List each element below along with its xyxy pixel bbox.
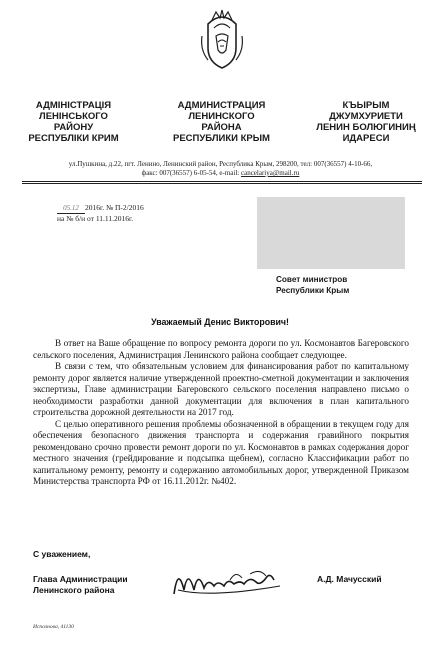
header-center-line-4: РЕСПУБЛИКИ КРЫМ <box>173 133 270 144</box>
paragraph-3: С целью оперативного решения проблемы обозначенной в обращении в текущем году для обеспечения безопасного движения транспорта и содержания гравийного покрытия рекомендовано срочно провести ремонт дороги по ул. Космонавтов в рамках содержания дорог местного значения (грейдирование и подсыпка щебнем), согласно Классификации работ по капитальному ремонту, ремонту и содержанию автомобильных дорог, утвержденной Приказом Министерства транспорта РФ от 16.11.2012г. №402. <box>33 418 409 486</box>
header-ukrainian <box>16 100 131 144</box>
header-center-line-1: АДМИНИСТРАЦИЯ <box>177 100 266 111</box>
signatory-title-line-1: Глава Администрации <box>33 574 128 584</box>
header-right-line-2: ДЖУМХУРИЕТИ <box>329 111 403 122</box>
header-right-line-1: КЪЫРЫМ <box>342 100 390 111</box>
signatory-title <box>33 574 193 596</box>
handwritten-signature <box>170 560 290 604</box>
header-left-line-4: РЕСПУБЛІКИ КРИМ <box>28 133 119 144</box>
header-center-line-2: ЛЕНИНСКОГО <box>188 111 255 122</box>
addressee <box>276 274 426 296</box>
contact-fax-line <box>10 169 431 178</box>
header-right-line-3: ЛЕНИН БОЛЮГИНИҢ <box>316 122 416 133</box>
greeting: Уважаемый Денис Викторович! <box>151 317 289 327</box>
header-divider-bottom <box>22 183 422 184</box>
redacted-block <box>257 197 405 269</box>
addressee-line-1: Совет министров <box>276 275 348 284</box>
header-center-line-3: РАЙОНА <box>201 122 242 133</box>
header-left-line-1: АДМІНІСТРАЦІЯ <box>35 100 112 111</box>
header-right-line-4: ИДАРЕСИ <box>342 133 390 144</box>
signatory-title-line-2: Ленинского района <box>33 585 115 595</box>
reference-number: 2016г. № П-2/2016 <box>85 203 144 212</box>
addressee-line-2: Республики Крым <box>276 286 350 295</box>
reference-line-1 <box>57 203 247 214</box>
header-left-line-2: ЛЕНІНСЬКОГО <box>39 111 108 122</box>
reference-line-2: на № б/н от 11.11.2016г. <box>57 214 134 223</box>
coat-of-arms-emblem <box>198 6 246 72</box>
header-crimean-tatar <box>306 100 426 144</box>
paragraph-1: В ответ на Ваше обращение по вопросу ремонта дороги по ул. Космонавтов Багеровского сельского поселения, Администрация Ленинского района сообщает следующее. <box>33 338 409 360</box>
closing: С уважением, <box>33 549 91 559</box>
paragraph-2: В связи с тем, что обязательным условием для финансирования работ по капитальному ремонту дорог является наличие утвержденной проектно-сметной документации и заключения экспертизы, Главе администрации Багеровского сельского поселения направлено письмо о необходимости разработки данной документации для включения в план капитального строительства дорожной деятельности на 2017 год. <box>33 361 409 417</box>
outgoing-reference <box>57 203 247 224</box>
letter-body <box>33 338 409 488</box>
handwritten-date: 05.12 <box>57 203 85 214</box>
signatory-name: А.Д. Мачусский <box>317 574 382 584</box>
header-left-line-3: РАЙОНУ <box>53 122 94 133</box>
header-russian <box>164 100 279 144</box>
header-divider-top <box>22 181 422 182</box>
contact-address-line: ул.Пушкина, д.22, пгт. Ленино, Ленинский район, Республика Крым, 298200, тел: 007(36557) 4-10-66, <box>68 160 373 168</box>
executor-note: Исполнова, 41130 <box>33 624 74 630</box>
contact-fax-text: факс: 007(36557) 6-05-54, e-mail: <box>141 169 241 177</box>
contact-email-link[interactable]: cancelariya@mail.ru <box>240 169 300 177</box>
contact-info <box>10 160 431 178</box>
